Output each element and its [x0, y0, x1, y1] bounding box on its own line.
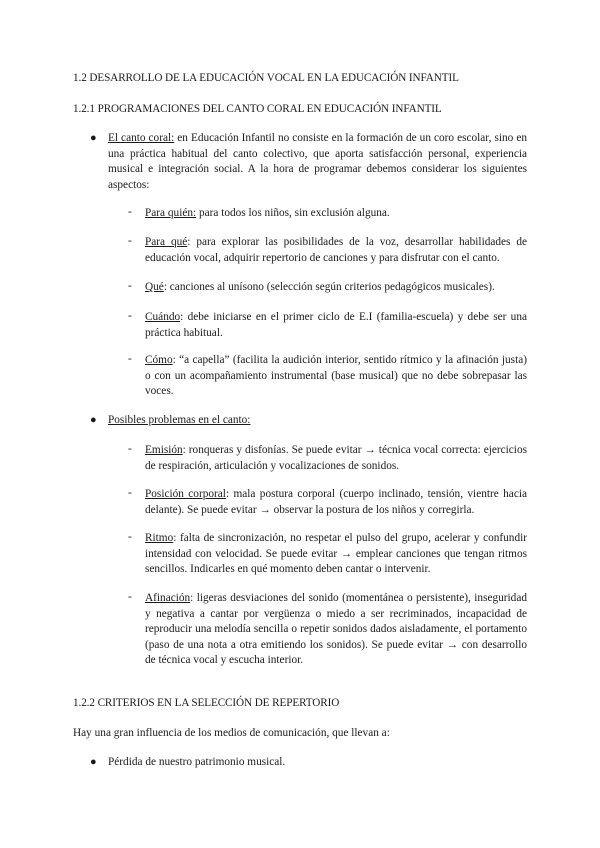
- term-problemas: Posibles problemas en el canto:: [108, 414, 251, 426]
- problem-text: : falta de sincronización, no respetar el pulso del grupo, acelerar y confundir intensidad con velocidad. Se puede evitar → emplear canciones que tengan ritmos sencillos. Indicarles en qué momento deben cantar o intervenir.: [145, 532, 527, 575]
- aspect-para-que: [145, 235, 527, 266]
- term: Afinación: [145, 592, 191, 604]
- bullet-paragraph-problemas: [108, 413, 527, 429]
- term: Ritmo: [145, 532, 174, 544]
- section-heading-1-2-1: 1.2.1 PROGRAMACIONES DEL CANTO CORAL EN EDUCACIÓN INFANTIL: [73, 103, 442, 115]
- dash-icon: -: [128, 280, 132, 292]
- term: Para qué: [145, 236, 188, 248]
- dash-icon: -: [128, 487, 132, 499]
- aspect-text: : canciones al unísono (selección según criterios pedagógicos musicales).: [163, 281, 495, 293]
- bullet-paragraph-patrimonio: Pérdida de nuestro patrimonio musical.: [108, 756, 286, 768]
- problem-text: : ronqueras y disfonías. Se puede evitar → técnica vocal correcta: ejercicios de respiración, articulación y vocalizaciones de sonidos.: [145, 444, 527, 472]
- aspect-text: : debe iniciarse en el primer ciclo de E.I (familia-escuela) y debe ser una práctica habitual.: [145, 311, 527, 339]
- dash-icon: -: [128, 443, 132, 455]
- aspect-que: [145, 280, 527, 296]
- bullet-paragraph-canto-coral: [108, 131, 527, 193]
- dash-icon: -: [128, 235, 132, 247]
- problem-afinacion: [145, 591, 527, 669]
- term: Cuándo: [145, 311, 181, 323]
- term: Cómo: [145, 354, 173, 366]
- term: Posición corporal: [145, 488, 226, 500]
- aspect-text: : “a capella” (facilita la audición interior, sentido rítmico y la afinación justa) o con un acompañamiento instrumental (base musical) que no debe sobrepasar las voces.: [145, 354, 527, 397]
- aspect-como: [145, 353, 527, 400]
- problem-ritmo: [145, 531, 527, 578]
- problem-posicion-corporal: [145, 487, 527, 518]
- dash-icon: -: [128, 531, 132, 543]
- term: Emisión: [145, 444, 183, 456]
- intro-paragraph: Hay una gran influencia de los medios de comunicación, que llevan a:: [73, 727, 390, 739]
- aspect-cuando: [145, 310, 527, 341]
- term-canto-coral: El canto coral:: [108, 132, 175, 144]
- bullet-icon: ●: [90, 756, 97, 768]
- section-heading-1-2: 1.2 DESARROLLO DE LA EDUCACIÓN VOCAL EN LA EDUCACIÓN INFANTIL: [73, 72, 459, 84]
- section-heading-1-2-2: 1.2.2 CRITERIOS EN LA SELECCIÓN DE REPERTORIO: [73, 697, 340, 709]
- aspect-text: para todos los niños, sin exclusión alguna.: [196, 207, 390, 219]
- dash-icon: -: [128, 206, 132, 218]
- bullet-icon: ●: [90, 132, 97, 144]
- bullet-text: en Educación Infantil no consiste en la formación de un coro escolar, sino en una práctica habitual del canto colectivo, que aporta satisfacción personal, experiencia musical e integración social. A la hora de programar debemos considerar los siguientes aspectos:: [108, 132, 527, 191]
- problem-text: : mala postura corporal (cuerpo inclinado, tensión, vientre hacia delante). Se puede evitar → observar la postura de los niños y corregirla.: [145, 488, 527, 516]
- dash-icon: -: [128, 310, 132, 322]
- bullet-icon: ●: [90, 414, 97, 426]
- dash-icon: -: [128, 591, 132, 603]
- term: Qué: [145, 281, 164, 293]
- problem-emision: [145, 443, 527, 474]
- aspect-text: : para explorar las posibilidades de la voz, desarrollar habilidades de educación vocal, adquirir repertorio de canciones y para disfrutar con el canto.: [145, 236, 527, 264]
- dash-icon: -: [128, 353, 132, 365]
- term: Para quién:: [145, 207, 197, 219]
- problem-text: : ligeras desviaciones del sonido (momentánea o persistente), inseguridad y negativa a cantar por vergüenza o miedo a ser recriminados, incapacidad de reproducir una melodía sencilla o repetir sonidos dados aisladamente, el portamento (paso de una nota a otra emitiendo los sonidos). Se puede evitar → con desarrollo de técnica vocal y escucha interior.: [145, 592, 527, 666]
- aspect-para-quien: [145, 206, 527, 222]
